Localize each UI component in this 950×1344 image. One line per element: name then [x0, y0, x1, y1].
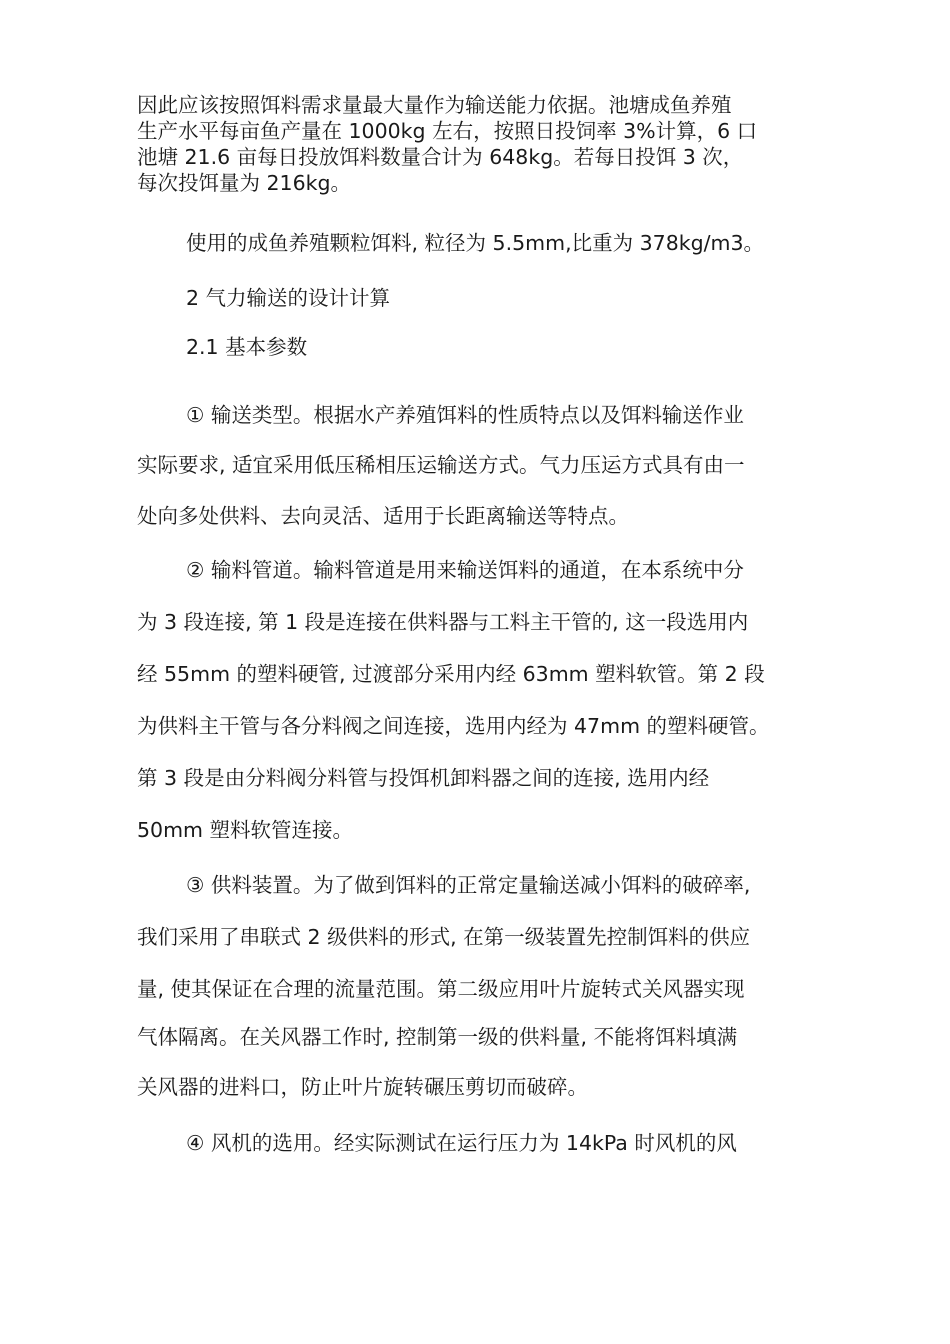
intro-line: 每次投饵量为 216kg。 [137, 171, 352, 195]
item-2-line: 经 55mm 的塑料硬管, 过渡部分采用内经 63mm 塑料软管。第 2 段 [137, 662, 765, 686]
item-2-line: 为 3 段连接, 第 1 段是连接在供料器与工料主干管的, 这一段选用内 [137, 610, 749, 634]
intro-paragraph [137, 92, 837, 196]
intro-line: 生产水平每亩鱼产量在 1000kg 左右，按照日投饲率 3%计算，6 口 [137, 119, 758, 143]
feed-spec-paragraph: 使用的成鱼养殖颗粒饵料, 粒径为 5.5mm,比重为 378kg/m3。 [186, 231, 765, 255]
intro-line: 因此应该按照饵料需求量最大量作为输送能力依据。池塘成鱼养殖 [137, 93, 732, 117]
item-4-line: ④ 风机的选用。经实际测试在运行压力为 14kPa 时风机的风 [186, 1131, 737, 1155]
subsection-heading: 2.1 基本参数 [186, 335, 308, 359]
item-3-line: 气体隔离。在关风器工作时, 控制第一级的供料量, 不能将饵料填满 [137, 1025, 738, 1049]
item-2-line: ② 输料管道。输料管道是用来输送饵料的通道，在本系统中分 [186, 558, 744, 582]
intro-line: 池塘 21.6 亩每日投放饵料数量合计为 648kg。若每日投饵 3 次， [137, 145, 744, 169]
item-2-line: 为供料主干管与各分料阀之间连接，选用内经为 47mm 的塑料硬管。 [137, 714, 770, 738]
item-1-line: ① 输送类型。根据水产养殖饵料的性质特点以及饵料输送作业 [186, 403, 744, 427]
item-3-line: 量, 使其保证在合理的流量范围。第二级应用叶片旋转式关风器实现 [137, 977, 745, 1001]
item-1-line: 处向多处供料、去向灵活、适用于长距离输送等特点。 [137, 504, 629, 528]
item-3-line: ③ 供料装置。为了做到饵料的正常定量输送减小饵料的破碎率, [186, 873, 751, 897]
item-3-line: 关风器的进料口，防止叶片旋转碾压剪切而破碎。 [137, 1075, 588, 1099]
item-3-line: 我们采用了串联式 2 级供料的形式, 在第一级装置先控制饵料的供应 [137, 925, 751, 949]
section-heading: 2 气力输送的设计计算 [186, 286, 391, 310]
item-2-line: 第 3 段是由分料阀分料管与投饵机卸料器之间的连接, 选用内经 [137, 766, 710, 790]
item-2-line: 50mm 塑料软管连接。 [137, 818, 354, 842]
item-1-line: 实际要求, 适宜采用低压稀相压运输送方式。气力压运方式具有由一 [137, 453, 745, 477]
